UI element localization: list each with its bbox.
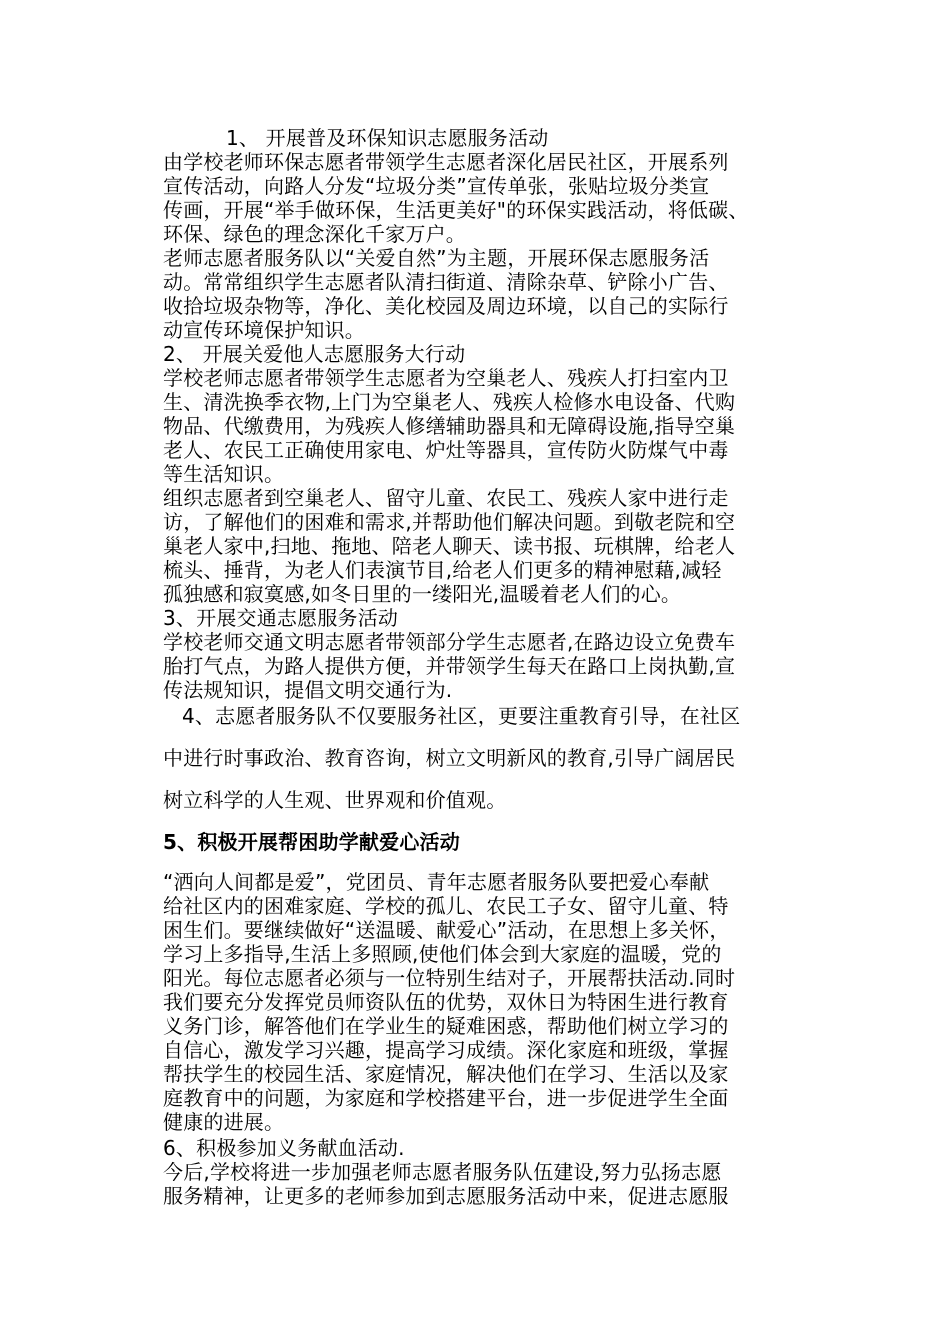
body-line: 胎打气点，为路人提供方便，并带领学生每天在路口上岗执勤,宣	[163, 654, 736, 678]
section-heading-5: 5、积极开展帮困助学献爱心活动	[163, 830, 460, 854]
body-line: 动宣传环境保护知识。	[163, 318, 365, 342]
body-line: 学校老师交通文明志愿者带领部分学生志愿者,在路边设立免费车	[163, 630, 736, 654]
body-line: 帮扶学生的校园生活、家庭情况，解决他们在学习、生活以及家	[163, 1062, 729, 1086]
body-line: 宣传活动，向路人分发“垃圾分类”宣传单张，张贴垃圾分类宣	[163, 174, 710, 198]
section-heading-6: 6、积极参加义务献血活动.	[163, 1136, 405, 1160]
body-line: 环保、绿色的理念深化千家万户。	[163, 222, 466, 246]
section-heading-2: 2、 开展关爱他人志愿服务大行动	[163, 342, 466, 366]
body-line: 庭教育中的问题，为家庭和学校搭建平台，进一步促进学生全面	[163, 1086, 729, 1110]
body-line: 学习上多指导,生活上多照顾,使他们体会到大家庭的温暖，党的	[163, 942, 722, 966]
body-line: 困生们。要继续做好“送温暖、献爱心”活动，在思想上多关怀，	[163, 918, 730, 942]
body-line: 由学校老师环保志愿者带领学生志愿者深化居民社区，开展系列	[163, 150, 729, 174]
body-line: 等生活知识。	[163, 462, 285, 486]
body-line: 组织志愿者到空巢老人、留守儿童、农民工、残疾人家中进行走	[163, 486, 729, 510]
body-line: 访，了解他们的困难和需求,并帮助他们解决问题。到敬老院和空	[163, 510, 736, 534]
body-line: 今后,学校将进一步加强老师志愿者服务队伍建设,努力弘扬志愿	[163, 1160, 722, 1184]
body-line: 中进行时事政治、教育咨询，树立文明新风的教育,引导广阔居民	[163, 746, 736, 770]
body-line: 自信心，激发学习兴趣，提高学习成绩。深化家庭和班级，掌握	[163, 1038, 729, 1062]
body-line: 动。常常组织学生志愿者队清扫街道、清除杂草、铲除小广告、	[163, 270, 729, 294]
section-heading-4: 4、志愿者服务队不仅要服务社区，更要注重教育引导，在社区	[182, 704, 741, 728]
section-heading-3: 3、开展交通志愿服务活动	[163, 606, 399, 630]
body-line: 老师志愿者服务队以“关爱自然”为主题，开展环保志愿服务活	[163, 246, 710, 270]
body-line: “洒向人间都是爱”，党团员、青年志愿者服务队要把爱心奉献	[163, 870, 710, 894]
section-heading-1: 1、 开展普及环保知识志愿服务活动	[226, 126, 549, 150]
body-line: 梳头、捶背，为老人们表演节目,给老人们更多的精神慰藉,减轻	[163, 558, 722, 582]
body-line: 巢老人家中,扫地、拖地、陪老人聊天、读书报、玩棋牌，给老人	[163, 534, 736, 558]
body-line: 学校老师志愿者带领学生志愿者为空巢老人、残疾人打扫室内卫	[163, 366, 729, 390]
body-line: 阳光。每位志愿者必须与一位特别生结对子，开展帮扶活动.同时	[163, 966, 736, 990]
body-line: 义务门诊，解答他们在学业生的疑难困惑，帮助他们树立学习的	[163, 1014, 729, 1038]
body-line: 我们要充分发挥党员师资队伍的优势，双休日为特困生进行教育	[163, 990, 729, 1014]
body-line: 孤独感和寂寞感,如冬日里的一缕阳光,温暖着老人们的心。	[163, 582, 682, 606]
body-line: 给社区内的困难家庭、学校的孤儿、农民工子女、留守儿童、特	[163, 894, 729, 918]
body-line: 服务精神，让更多的老师参加到志愿服务活动中来，促进志愿服	[163, 1184, 729, 1208]
body-line: 健康的进展。	[163, 1110, 285, 1134]
body-line: 生、清洗换季衣物,上门为空巢老人、残疾人检修水电设备、代购	[163, 390, 736, 414]
body-line: 传法规知识，提倡文明交通行为.	[163, 678, 453, 702]
body-line: 传画，开展“举手做环保，生活更美好"的环保实践活动，将低碳、	[163, 198, 749, 222]
body-line: 物品、代缴费用，为残疾人修缮辅助器具和无障碍设施,指导空巢	[163, 414, 736, 438]
body-line: 树立科学的人生观、世界观和价值观。	[163, 788, 507, 812]
body-line: 老人、农民工正确使用家电、炉灶等器具，宣传防火防煤气中毒	[163, 438, 729, 462]
body-line: 收拾垃圾杂物等，净化、美化校园及周边环境，以自己的实际行	[163, 294, 729, 318]
